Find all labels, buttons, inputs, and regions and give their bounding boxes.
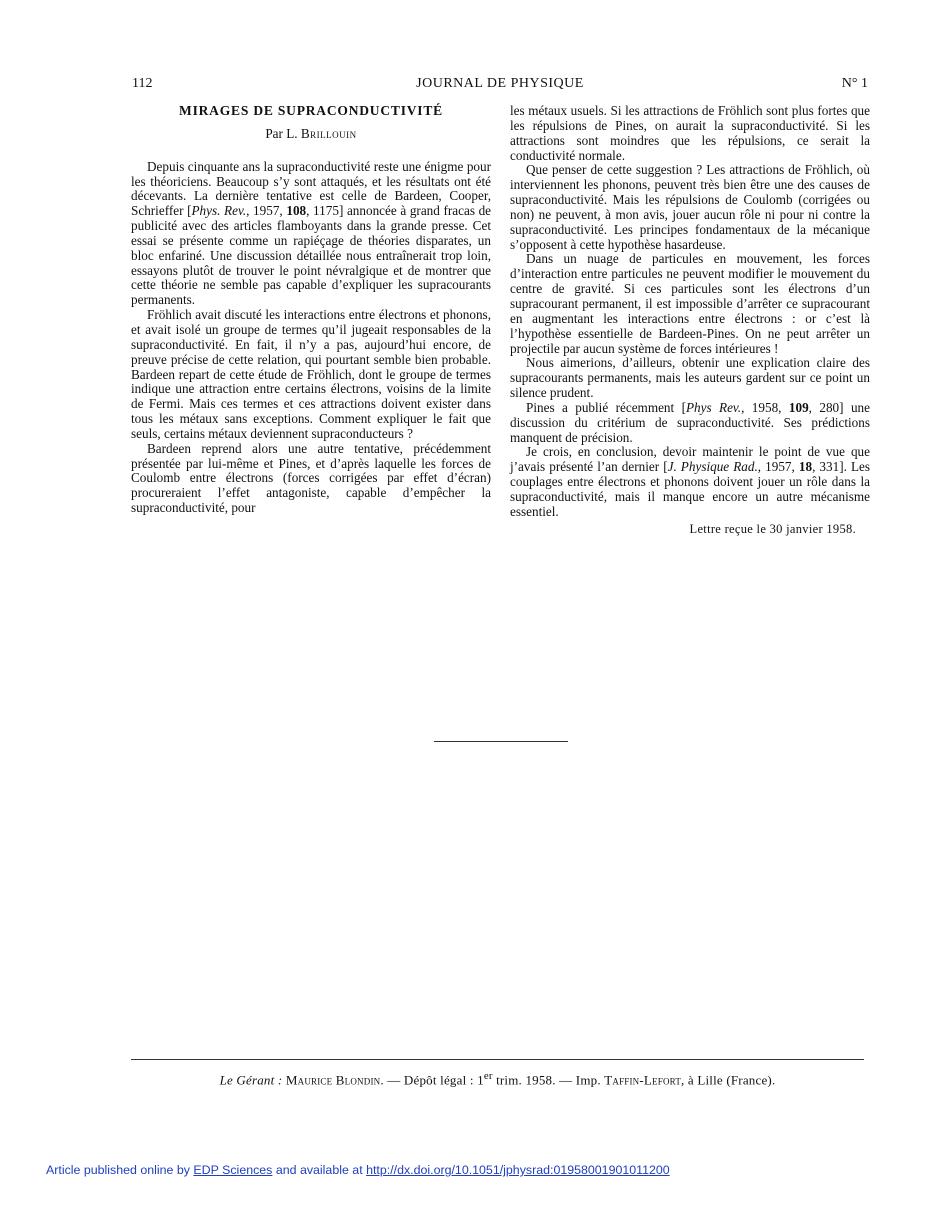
byline — [131, 127, 491, 142]
paragraph-5: Dans un nuage de particules en mouvement, les forces d’interaction entre particules ne peuvent modifier le mouvement du centre de gravité. Si ces particules sont les électrons d’un supracourant permanent, il est impossible d’arrêter ce supracourant en augmentant les interactions entre électrons : or c’est là l’hypothèse essentielle de Bardeen-Pines. On ne peut arrêter un projectile par aucun système de forces intérieures ! — [510, 251, 870, 356]
imprint-printer-name: Taffin-Lefort, — [604, 1072, 685, 1088]
right-column — [510, 104, 870, 536]
paragraph-1 — [131, 160, 491, 308]
paragraph-3: Bardeen reprend alors une autre tentative, précédemment présentée par lui-même et Pines, et d’après laquelle les forces de Coulomb entre électrons (forces corrigées par effet d’écran) procureraient l’effet antagoniste, capable d’empêcher la supraconductivité, pour — [131, 440, 491, 516]
end-of-article-rule — [434, 741, 568, 742]
byline-prefix: Par L. — [265, 125, 298, 141]
issue-number: N° 1 — [841, 76, 868, 91]
article-title: MIRAGES DE SUPRACONDUCTIVITÉ — [179, 103, 443, 118]
p1-volume: 108 — [286, 203, 307, 219]
imprint-superscript: er — [483, 1070, 493, 1082]
paragraph-7 — [510, 401, 870, 446]
imprint-trim: trim. 1958. — Imp. — [492, 1072, 601, 1088]
imprint-manager-name: Maurice Blondin. — [285, 1072, 384, 1088]
p7-volume: 109 — [788, 399, 809, 415]
imprint-deposit: — Dépôt légal : 1 — [387, 1072, 484, 1088]
running-header — [132, 76, 868, 94]
publisher-middle-text: and available at — [272, 1163, 367, 1177]
paragraph-8 — [510, 445, 870, 519]
doi-link[interactable]: http://dx.doi.org/10.1051/jphysrad:01958001901011200 — [366, 1163, 670, 1177]
p8-text-c: , 331]. Les couplages entre électrons et phonons doivent jouer un rôle dans la supraconductivité, mais il manque encore un autre mécanisme essentiel. — [510, 459, 871, 519]
left-column — [131, 104, 491, 516]
p7-journal-ref: Phys Rev. — [685, 399, 742, 415]
paragraph-4: Que penser de cette suggestion ? Les attractions de Fröhlich, où interviennent les phonons, peuvent très bien être une des causes de supraconductivité. Mais les répulsions de Coulomb (corrigées ou non) ne peuvent, à mon avis, jouer aucun rôle ni pour ni contre la supraconductivité. Les principes fondamentaux de la mécanique s’opposent à cette hypothèse hasardeuse. — [510, 162, 870, 252]
paragraph-3-continued: les métaux usuels. Si les attractions de Fröhlich sont plus fortes que les répulsions de Pines, on aurait la supraconductivité. Si les attractions sont moindres que les répulsions, ce serait la conductivité normale. — [510, 103, 870, 163]
p7-text-c: , 280] une discussion du critérium de supraconductivité. Ses prédictions manquent de précision. — [510, 399, 870, 445]
paragraph-6: Nous aimerions, d’ailleurs, obtenir une explication claire des supracourants permanents, mais les auteurs gardent sur ce point un silence prudent. — [510, 355, 870, 401]
imprint-line — [131, 1070, 864, 1088]
received-date: Lettre reçue le 30 janvier 1958. — [689, 521, 856, 536]
p1-journal-ref: Phys. Rev. — [191, 203, 247, 219]
p7-text-b: , 1958, — [741, 399, 789, 415]
p1-text-b: , 1957, — [246, 203, 287, 219]
p8-text-a: Je crois, en conclusion, devoir maintenir le point de vue que j’avais présenté l’an dernier [ — [510, 444, 870, 475]
publisher-link[interactable]: EDP Sciences — [193, 1163, 273, 1177]
footer-rule — [131, 1059, 864, 1060]
p8-journal-ref: J. Physique Rad. — [667, 459, 758, 475]
p1-text-c: , 1175] annoncée à grand fracas de publicité avec des articles flamboyants dans la grande presse. Cet essai se présente comme un rapiéçage de théories disparates, un bloc enfariné. Une discussion détaillée nous entraînerait trop loin, essayons plutôt de trouver le point névralgique et de montrer que cette théorie ne semble pas capable d’expliquer les supracourants permanents. — [131, 203, 492, 308]
p1-text-a: Depuis cinquante ans la supraconductivité reste une énigme pour les théoriciens. Beaucoup s’y sont attaqués, et les résultats ont été décevants. La dernière tentative est celle de Bardeen, Cooper, Schrieffer [ — [131, 158, 491, 219]
imprint-manager-label: Le Gérant : — [219, 1072, 283, 1088]
journal-title: JOURNAL DE PHYSIQUE — [416, 76, 584, 91]
publisher-prefix: Article published online by — [46, 1163, 194, 1177]
author-name: Brillouin — [300, 125, 357, 141]
p8-volume: 18 — [798, 459, 813, 475]
p8-text-b: , 1957, — [757, 459, 799, 475]
page-number: 112 — [132, 76, 153, 91]
imprint-location: à Lille (France). — [687, 1072, 776, 1088]
publisher-notice — [46, 1163, 670, 1177]
p7-text-a: Pines a publié récemment [ — [526, 399, 686, 415]
paragraph-2: Fröhlich avait discuté les interactions entre électrons et phonons, et avait isolé un groupe de termes qu’il jugeait responsables de la supraconductivité. En fait, il n’y a pas, aujourd’hui encore, de preuve précise de cette relation, qui pourtant semble bien probable. Bardeen repart de cette étude de Fröhlich, dont le groupe de termes indique une attraction entre certains électrons, voisins de la limite de Fermi. Mais ces termes et ces attractions doivent exister dans tous les métaux sans exceptions. Comment expliquer le fait que seuls, certains métaux deviennent supraconducteurs ? — [131, 307, 491, 441]
